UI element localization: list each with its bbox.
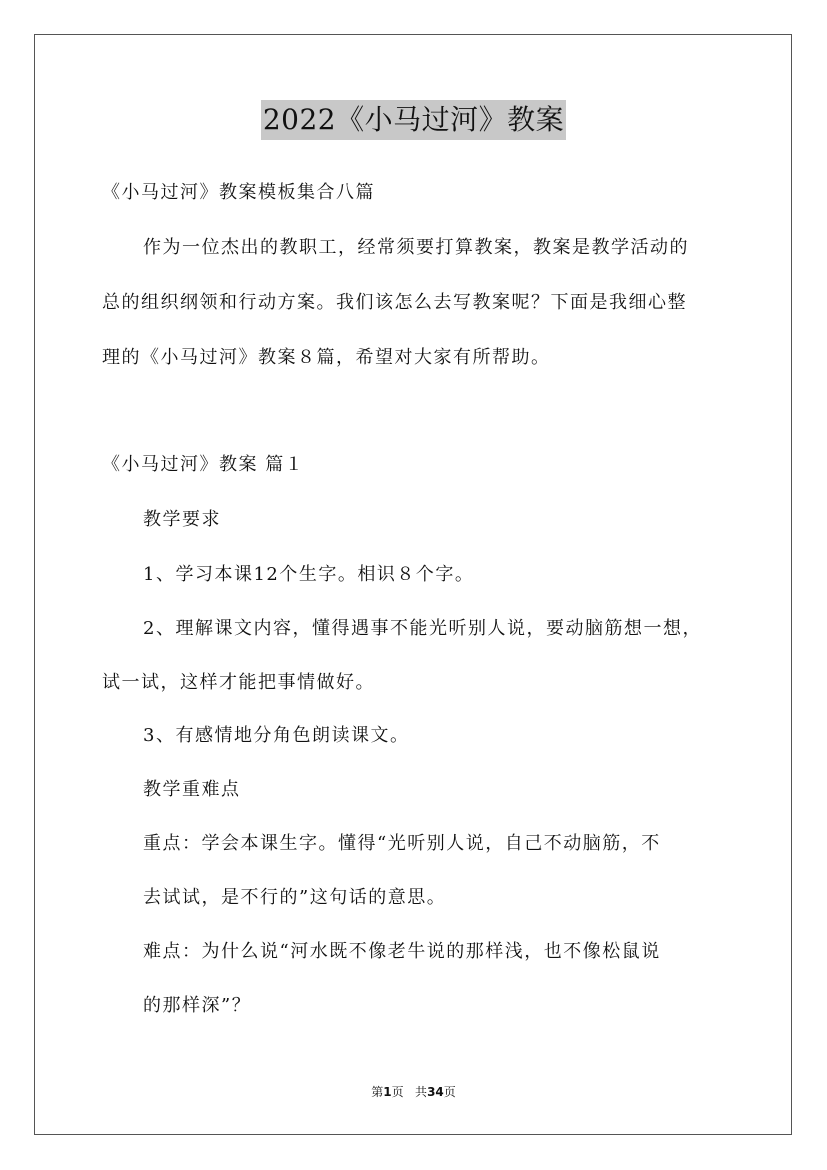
document-title-wrap [0, 100, 827, 140]
footer-page-number: 1 [383, 1085, 392, 1099]
footer-total-prefix: 共 [415, 1085, 428, 1099]
key-point-line-1: 重点：学会本课生字。懂得“光听别人说，自己不动脑筋，不 [143, 833, 661, 854]
footer-page-unit: 页 [391, 1085, 404, 1099]
key-point-line-2: 去试试，是不行的”这句话的意思。 [143, 887, 447, 908]
footer-total-unit: 页 [443, 1085, 456, 1099]
subtitle: 《小马过河》教案模板集合八篇 [102, 182, 375, 203]
requirement-2-line-1: 2、理解课文内容，懂得遇事不能光听别人说，要动脑筋想一想， [143, 618, 702, 639]
requirement-1: 1、学习本课12个生字。相识８个字。 [143, 564, 475, 585]
intro-line-1: 作为一位杰出的教职工，经常须要打算教案，教案是教学活动的 [143, 237, 689, 258]
teaching-requirements-heading: 教学要求 [143, 509, 221, 530]
requirement-3: 3、有感情地分角色朗读课文。 [143, 725, 410, 746]
footer-prefix: 第 [371, 1085, 384, 1099]
intro-line-3: 理的《小马过河》教案８篇，希望对大家有所帮助。 [102, 347, 551, 368]
footer-total-pages: 34 [427, 1085, 444, 1099]
key-difficulty-heading: 教学重难点 [143, 779, 241, 800]
document-title: 2022《小马过河》教案 [261, 100, 566, 140]
difficulty-line-2: 的那样深”？ [143, 995, 252, 1016]
requirement-2-line-2: 试一试，这样才能把事情做好。 [102, 672, 375, 693]
difficulty-line-1: 难点：为什么说“河水既不像老牛说的那样浅，也不像松鼠说 [143, 941, 661, 962]
page-footer [0, 1083, 827, 1100]
section-heading: 《小马过河》教案 篇１ [102, 454, 305, 475]
intro-line-2: 总的组织纲领和行动方案。我们该怎么去写教案呢？下面是我细心整 [102, 292, 687, 313]
